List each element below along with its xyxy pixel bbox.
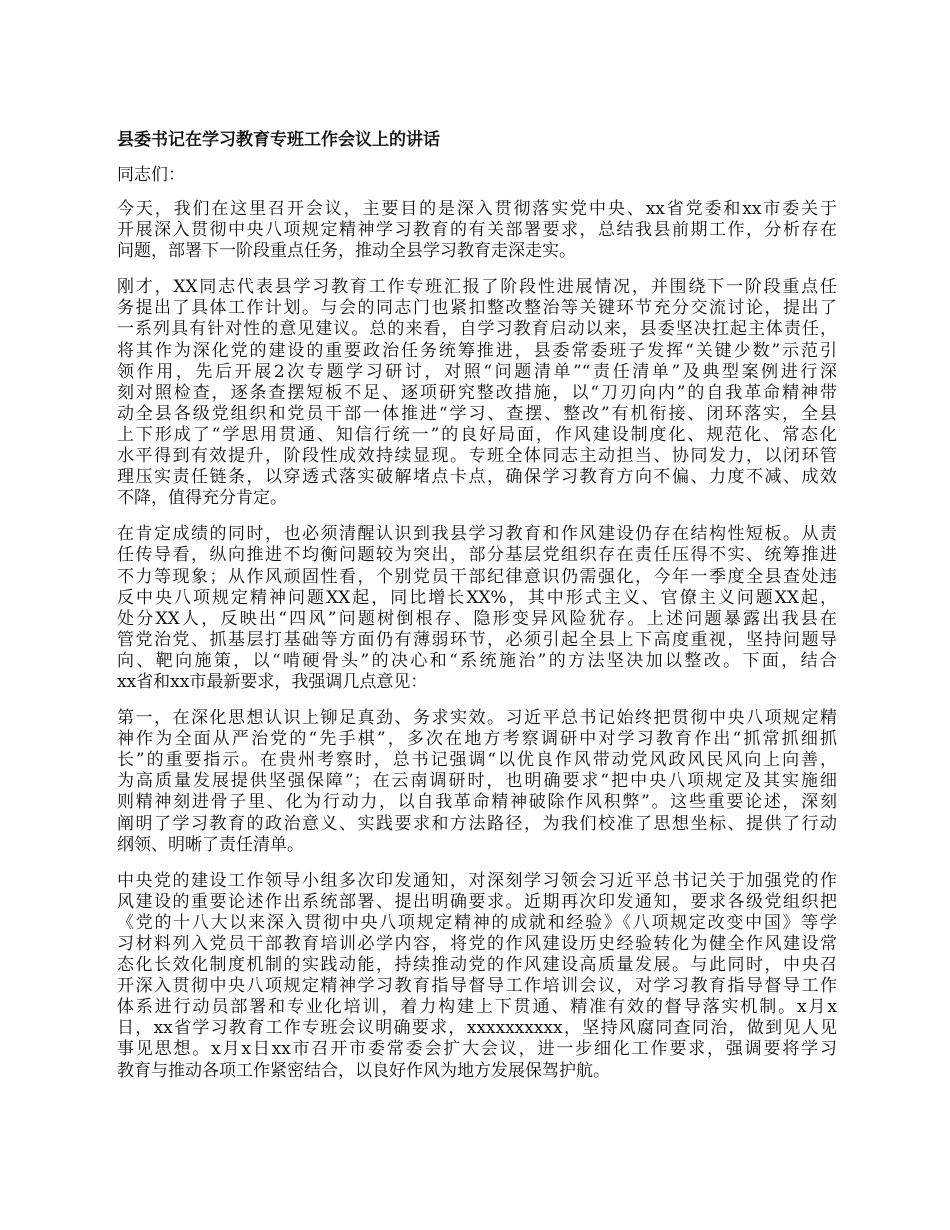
text-line: xx省和xx市最新要求，我强调几点意见： [117, 671, 428, 692]
text-line: 纲领、明晰了责任清单。 [117, 834, 304, 855]
text-line: 动全县各级党组织和党员干部一体推进“学习、查摆、整改”有机衔接、闭环落实，全县 [117, 403, 837, 424]
text-line: 长”的重要指示。在贵州考察时，总书记强调“以优良作风带动党风政风民风向上向善， [117, 750, 837, 771]
text-line: 不力等现象；从作风顽固性看，个别党员干部纪律意识仍需强化，今年一季度全县查处违 [117, 566, 837, 587]
text-line: 水平得到有效提升，阶段性成效持续显现。专班全体同志主动担当、协同发力，以闭环管 [117, 446, 837, 467]
text-line: 神作为全面从严治党的“先手棋”，多次在地方考察调研中对学习教育作出“抓常抓细抓 [117, 729, 837, 750]
paragraph [117, 199, 837, 262]
text-line: 日，xx省学习教育工作专班会议明确要求，xxxxxxxxxx，坚持风腐同查同治，做到见人见 [117, 1018, 837, 1039]
text-line: 则精神刻进骨子里、化为行动力，以自我革命精神破除作风积弊”。这些重要论述，深刻 [117, 792, 837, 813]
text-line: 刚才，XX同志代表县学习教育工作专班汇报了阶段性进展情况，并围绕下一阶段重点任 [117, 277, 837, 298]
text-line: 反中央八项规定精神问题XX起，同比增长XX%，其中形式主义、官僚主义问题XX起， [117, 587, 837, 608]
text-line: 问题，部署下一阶段重点任务，推动全县学习教育走深走实。 [117, 241, 576, 262]
text-line: 向、靶向施策，以“啃硬骨头”的决心和“系统施治”的方法坚决加以整改。下面，结合 [117, 650, 837, 671]
text-line: 任传导看，纵向推进不均衡问题较为突出，部分基层党组织存在责任压得不实、统筹推进 [117, 545, 837, 566]
document-body [117, 130, 837, 1097]
text-line: 管党治党、抓基层打基础等方面仍有薄弱环节，必须引起全县上下高度重视，坚持问题导 [117, 629, 837, 650]
paragraph [117, 871, 837, 1082]
text-line: 《党的十八大以来深入贯彻中央八项规定精神的成就和经验》《八项规定改变中国》等学 [117, 912, 837, 933]
text-line: 中央党的建设工作领导小组多次印发通知，对深刻学习领会习近平总书记关于加强党的作 [117, 870, 837, 891]
text-line: 在肯定成绩的同时，也必须清醒认识到我县学习教育和作风建设仍存在结构性短板。从责 [117, 524, 837, 545]
text-line: 事见思想。x月x日xx市召开市委常委会扩大会议，进一步细化工作要求，强调要将学习 [117, 1039, 837, 1060]
text-line: 一系列具有针对性的意见建议。总的来看，自学习教育启动以来，县委坚决扛起主体责任， [117, 319, 837, 340]
paragraphs [117, 199, 837, 1082]
text-line: 开展深入贯彻中央八项规定精神学习教育的有关部署要求，总结我县前期工作，分析存在 [117, 220, 837, 241]
text-line: 教育与推动各项工作紧密结合，以良好作风为地方发展保驾护航。 [117, 1060, 610, 1081]
text-line: 态化长效化制度机制的实践动能，持续推动党的作风建设高质量发展。与此同时，中央召 [117, 955, 837, 976]
text-line: 第一，在深化思想认识上铆足真劲、务求实效。习近平总书记始终把贯彻中央八项规定精 [117, 708, 837, 729]
text-line: 为高质量发展提供坚强保障”；在云南调研时，也明确要求“把中央八项规定及其实施细 [117, 771, 837, 792]
paragraph [117, 524, 837, 693]
text-line: 务提出了具体工作计划。与会的同志门也紧扣整改整治等关键环节充分交流讨论，提出了 [117, 298, 837, 319]
text-line: 体系进行动员部署和专业化培训，着力构建上下贯通、精准有效的督导落实机制。x月x [117, 997, 837, 1018]
document-title: 县委书记在学习教育专班工作会议上的讲话 [117, 130, 440, 150]
text-line: 阐明了学习教育的政治意义、实践要求和方法路径，为我们校准了思想坐标、提供了行动 [117, 813, 837, 834]
paragraph [117, 277, 837, 509]
text-line: 习材料列入党员干部教育培训必学内容，将党的作风建设历史经验转化为健全作风建设常 [117, 934, 837, 954]
text-line: 领作用，先后开展2次专题学习研讨，对照“问题清单”“责任清单”及典型案例进行深 [117, 361, 837, 382]
text-line: 风建设的重要论述作出系统部署、提出明确要求。近期再次印发通知，要求各级党组织把 [117, 891, 837, 912]
text-line: 处分XX人，反映出“四风”问题树倒根存、隐形变异风险犹存。上述问题暴露出我县在 [117, 608, 837, 629]
text-line: 不降，值得充分肯定。 [117, 488, 287, 509]
text-line: 开深入贯彻中央八项规定精神学习教育指导督导工作培训会议，对学习教育指导督导工作 [117, 976, 837, 997]
text-line: 将其作为深化党的建设的重要政治任务统筹推进，县委常委班子发挥“关键少数”示范引 [117, 340, 837, 361]
text-line: 今天，我们在这里召开会议，主要目的是深入贯彻落实党中央、xx省党委和xx市委关于 [117, 199, 837, 219]
text-line: 刻对照检查，逐条查摆短板不足、逐项研究整改措施，以“刀刃向内”的自我革命精神带 [117, 382, 837, 403]
text-line: 理压实责任链条，以穿透式落实破解堵点卡点，确保学习教育方向不偏、力度不减、成效 [117, 467, 837, 488]
greeting: 同志们： [117, 165, 185, 185]
text-line: 上下形成了“学思用贯通、知信行统一”的良好局面，作风建设制度化、规范化、常态化 [117, 424, 837, 445]
paragraph [117, 708, 837, 856]
